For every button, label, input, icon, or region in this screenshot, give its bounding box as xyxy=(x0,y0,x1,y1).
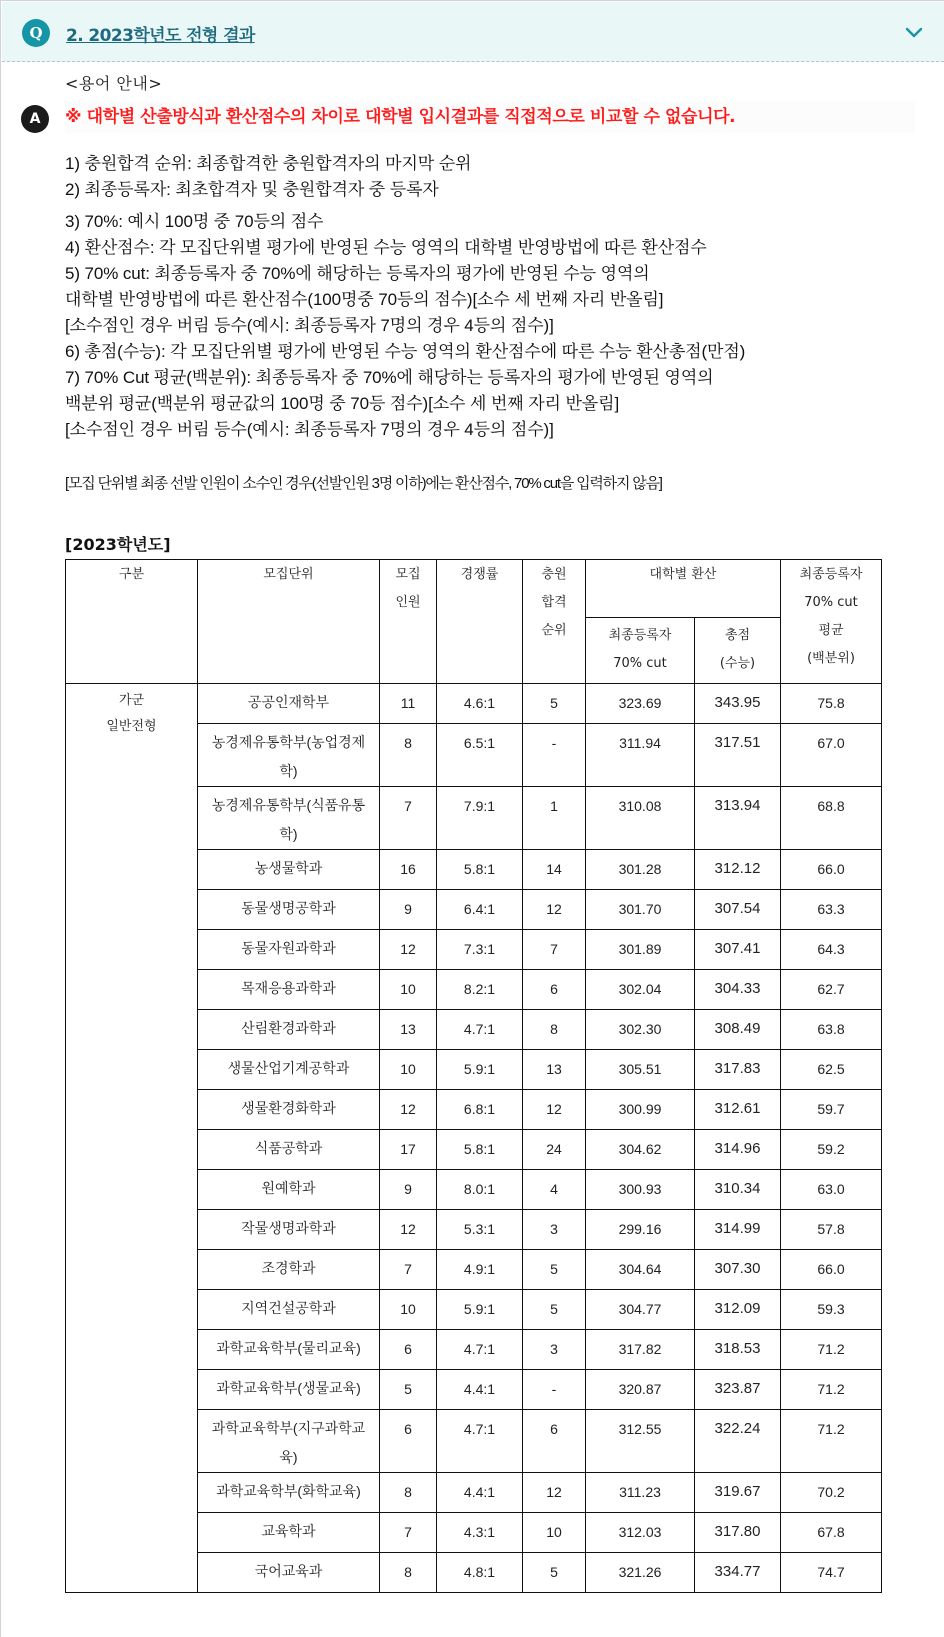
quota-cell: 8 xyxy=(380,724,437,787)
ratio-cell: 4.7:1 xyxy=(437,1410,523,1473)
quota-cell: 8 xyxy=(380,1553,437,1593)
term-line: 3) 70%: 예시 100명 중 70등의 점수 xyxy=(65,212,324,231)
cut70-cell: 320.87 xyxy=(586,1370,695,1410)
unit-cell: 농생물학과 xyxy=(198,850,380,890)
quota-cell: 7 xyxy=(380,1250,437,1290)
avg-cell: 59.2 xyxy=(781,1130,882,1170)
input-note: [모집 단위별 최종 선발 인원이 소수인 경우(선발인원 3명 이하)에는 환산점수, 70% cut을 입력하지 않음] xyxy=(65,475,662,492)
waitlist-cell: 12 xyxy=(523,1090,586,1130)
results-table-body xyxy=(66,684,882,1593)
header-ratio: 경쟁률 xyxy=(437,560,523,684)
avg-cell: 66.0 xyxy=(781,850,882,890)
waitlist-cell: 7 xyxy=(523,930,586,970)
header-quota: 모집 인원 xyxy=(380,560,437,684)
cut70-cell: 302.30 xyxy=(586,1010,695,1050)
term-line: 백분위 평균(백분위 평균값의 100명 중 70등 점수)[소수 세 번째 자리 반올림] xyxy=(65,394,620,413)
header-waitlist: 충원 합격 순위 xyxy=(523,560,586,684)
total-cell: 314.96 xyxy=(695,1130,781,1170)
warning-text: ※ 대학별 산출방식과 환산점수의 차이로 대학별 입시결과를 직접적으로 비교할 수 없습니다. xyxy=(65,101,915,133)
waitlist-cell: 5 xyxy=(523,1250,586,1290)
total-cell: 314.99 xyxy=(695,1210,781,1250)
term-line: 6) 총점(수능): 각 모집단위별 평가에 반영된 수능 영역의 환산점수에 따른 수능 환산총점(만점) xyxy=(65,342,746,361)
unit-cell: 국어교육과 xyxy=(198,1553,380,1593)
header-avg-percentile: 최종등록자 70% cut 평균 (백분위) xyxy=(781,560,882,684)
quota-cell: 7 xyxy=(380,787,437,850)
answer-badge: A xyxy=(21,105,49,133)
term-line: [소수점인 경우 버림 등수(예시: 최종등록자 7명의 경우 4등의 점수)] xyxy=(65,316,554,335)
ratio-cell: 4.3:1 xyxy=(437,1513,523,1553)
unit-cell: 목재응용과학과 xyxy=(198,970,380,1010)
total-cell: 334.77 xyxy=(695,1553,781,1593)
unit-cell: 지역건설공학과 xyxy=(198,1290,380,1330)
ratio-cell: 4.6:1 xyxy=(437,684,523,724)
cut70-cell: 299.16 xyxy=(586,1210,695,1250)
avg-cell: 66.0 xyxy=(781,1250,882,1290)
table-row xyxy=(66,684,882,724)
total-cell: 317.51 xyxy=(695,724,781,787)
cut70-cell: 304.64 xyxy=(586,1250,695,1290)
cut70-cell: 321.26 xyxy=(586,1553,695,1593)
waitlist-cell: 14 xyxy=(523,850,586,890)
cut70-cell: 311.94 xyxy=(586,724,695,787)
ratio-cell: 7.9:1 xyxy=(437,787,523,850)
total-cell: 312.61 xyxy=(695,1090,781,1130)
total-cell: 343.95 xyxy=(695,684,781,724)
waitlist-cell: 3 xyxy=(523,1210,586,1250)
ratio-cell: 8.0:1 xyxy=(437,1170,523,1210)
avg-cell: 71.2 xyxy=(781,1370,882,1410)
unit-cell: 작물생명과학과 xyxy=(198,1210,380,1250)
unit-cell: 농경제유통학부(농업경제학) xyxy=(198,724,380,787)
term-line: 4) 환산점수: 각 모집단위별 평가에 반영된 수능 영역의 대학별 반영방법에 따른 환산점수 xyxy=(65,238,707,257)
term-line: 7) 70% Cut 평균(백분위): 최종등록자 중 70%에 해당하는 등록자의 평가에 반영된 영역의 xyxy=(65,368,714,387)
unit-cell: 과학교육학부(화학교육) xyxy=(198,1473,380,1513)
ratio-cell: 5.9:1 xyxy=(437,1290,523,1330)
unit-cell: 농경제유통학부(식품유통학) xyxy=(198,787,380,850)
avg-cell: 59.3 xyxy=(781,1290,882,1330)
cut70-cell: 305.51 xyxy=(586,1050,695,1090)
avg-cell: 57.8 xyxy=(781,1210,882,1250)
quota-cell: 10 xyxy=(380,1050,437,1090)
group-cell: 가군 일반전형 xyxy=(66,684,198,1593)
quota-cell: 17 xyxy=(380,1130,437,1170)
cut70-cell: 304.77 xyxy=(586,1290,695,1330)
quota-cell: 7 xyxy=(380,1513,437,1553)
unit-cell: 동물자원과학과 xyxy=(198,930,380,970)
ratio-cell: 4.7:1 xyxy=(437,1010,523,1050)
unit-cell: 원예학과 xyxy=(198,1170,380,1210)
total-cell: 317.83 xyxy=(695,1050,781,1090)
total-cell: 312.12 xyxy=(695,850,781,890)
total-cell: 307.30 xyxy=(695,1250,781,1290)
total-cell: 307.54 xyxy=(695,890,781,930)
quota-cell: 12 xyxy=(380,930,437,970)
ratio-cell: 4.9:1 xyxy=(437,1250,523,1290)
avg-cell: 71.2 xyxy=(781,1330,882,1370)
quota-cell: 8 xyxy=(380,1473,437,1513)
term-line: [소수점인 경우 버림 등수(예시: 최종등록자 7명의 경우 4등의 점수)] xyxy=(65,420,554,439)
unit-cell: 과학교육학부(생물교육) xyxy=(198,1370,380,1410)
waitlist-cell: 6 xyxy=(523,970,586,1010)
header-total: 총점 (수능) xyxy=(695,618,781,684)
cut70-cell: 301.89 xyxy=(586,930,695,970)
avg-cell: 59.7 xyxy=(781,1090,882,1130)
ratio-cell: 5.8:1 xyxy=(437,1130,523,1170)
unit-cell: 과학교육학부(물리교육) xyxy=(198,1330,380,1370)
total-cell: 312.09 xyxy=(695,1290,781,1330)
cut70-cell: 302.04 xyxy=(586,970,695,1010)
unit-cell: 산림환경과학과 xyxy=(198,1010,380,1050)
question-title-link[interactable]: 2. 2023학년도 전형 결과 xyxy=(66,26,255,46)
term-line: 5) 70% cut: 최종등록자 중 70%에 해당하는 등록자의 평가에 반영된 수능 영역의 xyxy=(65,264,650,283)
avg-cell: 63.8 xyxy=(781,1010,882,1050)
waitlist-cell: - xyxy=(523,724,586,787)
waitlist-cell: 5 xyxy=(523,1553,586,1593)
unit-cell: 과학교육학부(지구과학교육) xyxy=(198,1410,380,1473)
avg-cell: 63.0 xyxy=(781,1170,882,1210)
waitlist-cell: 12 xyxy=(523,890,586,930)
waitlist-cell: 6 xyxy=(523,1410,586,1473)
ratio-cell: 5.8:1 xyxy=(437,850,523,890)
avg-cell: 70.2 xyxy=(781,1473,882,1513)
ratio-cell: 8.2:1 xyxy=(437,970,523,1010)
avg-cell: 62.5 xyxy=(781,1050,882,1090)
unit-cell: 조경학과 xyxy=(198,1250,380,1290)
avg-cell: 68.8 xyxy=(781,787,882,850)
question-badge: Q xyxy=(22,19,50,47)
waitlist-cell: 10 xyxy=(523,1513,586,1553)
term-line: 1) 충원합격 순위: 최종합격한 충원합격자의 마지막 순위 xyxy=(65,154,472,173)
header-cut70: 최종등록자 70% cut xyxy=(586,618,695,684)
quota-cell: 10 xyxy=(380,970,437,1010)
header-category: 구분 xyxy=(66,560,198,684)
cut70-cell: 312.03 xyxy=(586,1513,695,1553)
cut70-cell: 323.69 xyxy=(586,684,695,724)
table-title: [2023학년도] xyxy=(65,535,171,554)
cut70-cell: 301.70 xyxy=(586,890,695,930)
avg-cell: 62.7 xyxy=(781,970,882,1010)
header-univ-conversion: 대학별 환산 xyxy=(586,560,781,618)
chevron-down-icon[interactable] xyxy=(904,22,924,42)
unit-cell: 공공인재학부 xyxy=(198,684,380,724)
total-cell: 318.53 xyxy=(695,1330,781,1370)
ratio-cell: 6.4:1 xyxy=(437,890,523,930)
cut70-cell: 304.62 xyxy=(586,1130,695,1170)
avg-cell: 64.3 xyxy=(781,930,882,970)
avg-cell: 67.8 xyxy=(781,1513,882,1553)
ratio-cell: 5.3:1 xyxy=(437,1210,523,1250)
cut70-cell: 311.23 xyxy=(586,1473,695,1513)
unit-cell: 생물환경화학과 xyxy=(198,1090,380,1130)
terms-title: <용어 안내> xyxy=(65,74,163,93)
ratio-cell: 6.5:1 xyxy=(437,724,523,787)
cut70-cell: 312.55 xyxy=(586,1410,695,1473)
waitlist-cell: 4 xyxy=(523,1170,586,1210)
answer-body xyxy=(65,71,915,495)
quota-cell: 6 xyxy=(380,1330,437,1370)
cut70-cell: 300.93 xyxy=(586,1170,695,1210)
waitlist-cell: 12 xyxy=(523,1473,586,1513)
total-cell: 307.41 xyxy=(695,930,781,970)
quota-cell: 6 xyxy=(380,1410,437,1473)
term-line: 대학별 반영방법에 따른 환산점수(100명중 70등의 점수)[소수 세 번째 자리 반올림] xyxy=(65,290,664,309)
unit-cell: 교육학과 xyxy=(198,1513,380,1553)
total-cell: 322.24 xyxy=(695,1410,781,1473)
waitlist-cell: 3 xyxy=(523,1330,586,1370)
ratio-cell: 4.8:1 xyxy=(437,1553,523,1593)
avg-cell: 74.7 xyxy=(781,1553,882,1593)
total-cell: 317.80 xyxy=(695,1513,781,1553)
ratio-cell: 5.9:1 xyxy=(437,1050,523,1090)
quota-cell: 13 xyxy=(380,1010,437,1050)
quota-cell: 10 xyxy=(380,1290,437,1330)
header-unit: 모집단위 xyxy=(198,560,380,684)
avg-cell: 75.8 xyxy=(781,684,882,724)
waitlist-cell: 8 xyxy=(523,1010,586,1050)
waitlist-cell: 5 xyxy=(523,684,586,724)
quota-cell: 5 xyxy=(380,1370,437,1410)
unit-cell: 식품공학과 xyxy=(198,1130,380,1170)
waitlist-cell: 1 xyxy=(523,787,586,850)
total-cell: 310.34 xyxy=(695,1170,781,1210)
ratio-cell: 7.3:1 xyxy=(437,930,523,970)
quota-cell: 12 xyxy=(380,1210,437,1250)
terms-list xyxy=(65,151,915,443)
quota-cell: 9 xyxy=(380,890,437,930)
total-cell: 304.33 xyxy=(695,970,781,1010)
avg-cell: 67.0 xyxy=(781,724,882,787)
ratio-cell: 6.8:1 xyxy=(437,1090,523,1130)
total-cell: 319.67 xyxy=(695,1473,781,1513)
cut70-cell: 310.08 xyxy=(586,787,695,850)
avg-cell: 71.2 xyxy=(781,1410,882,1473)
term-line: 2) 최종등록자: 최초합격자 및 충원합격자 중 등록자 xyxy=(65,180,439,199)
waitlist-cell: 13 xyxy=(523,1050,586,1090)
ratio-cell: 4.4:1 xyxy=(437,1370,523,1410)
unit-cell: 생물산업기계공학과 xyxy=(198,1050,380,1090)
results-table xyxy=(65,559,882,1593)
total-cell: 323.87 xyxy=(695,1370,781,1410)
unit-cell: 동물생명공학과 xyxy=(198,890,380,930)
question-header[interactable] xyxy=(2,2,944,62)
ratio-cell: 4.4:1 xyxy=(437,1473,523,1513)
waitlist-cell: 24 xyxy=(523,1130,586,1170)
quota-cell: 9 xyxy=(380,1170,437,1210)
quota-cell: 12 xyxy=(380,1090,437,1130)
quota-cell: 11 xyxy=(380,684,437,724)
total-cell: 308.49 xyxy=(695,1010,781,1050)
ratio-cell: 4.7:1 xyxy=(437,1330,523,1370)
total-cell: 313.94 xyxy=(695,787,781,850)
waitlist-cell: 5 xyxy=(523,1290,586,1330)
avg-cell: 63.3 xyxy=(781,890,882,930)
cut70-cell: 301.28 xyxy=(586,850,695,890)
quota-cell: 16 xyxy=(380,850,437,890)
cut70-cell: 317.82 xyxy=(586,1330,695,1370)
waitlist-cell: - xyxy=(523,1370,586,1410)
cut70-cell: 300.99 xyxy=(586,1090,695,1130)
